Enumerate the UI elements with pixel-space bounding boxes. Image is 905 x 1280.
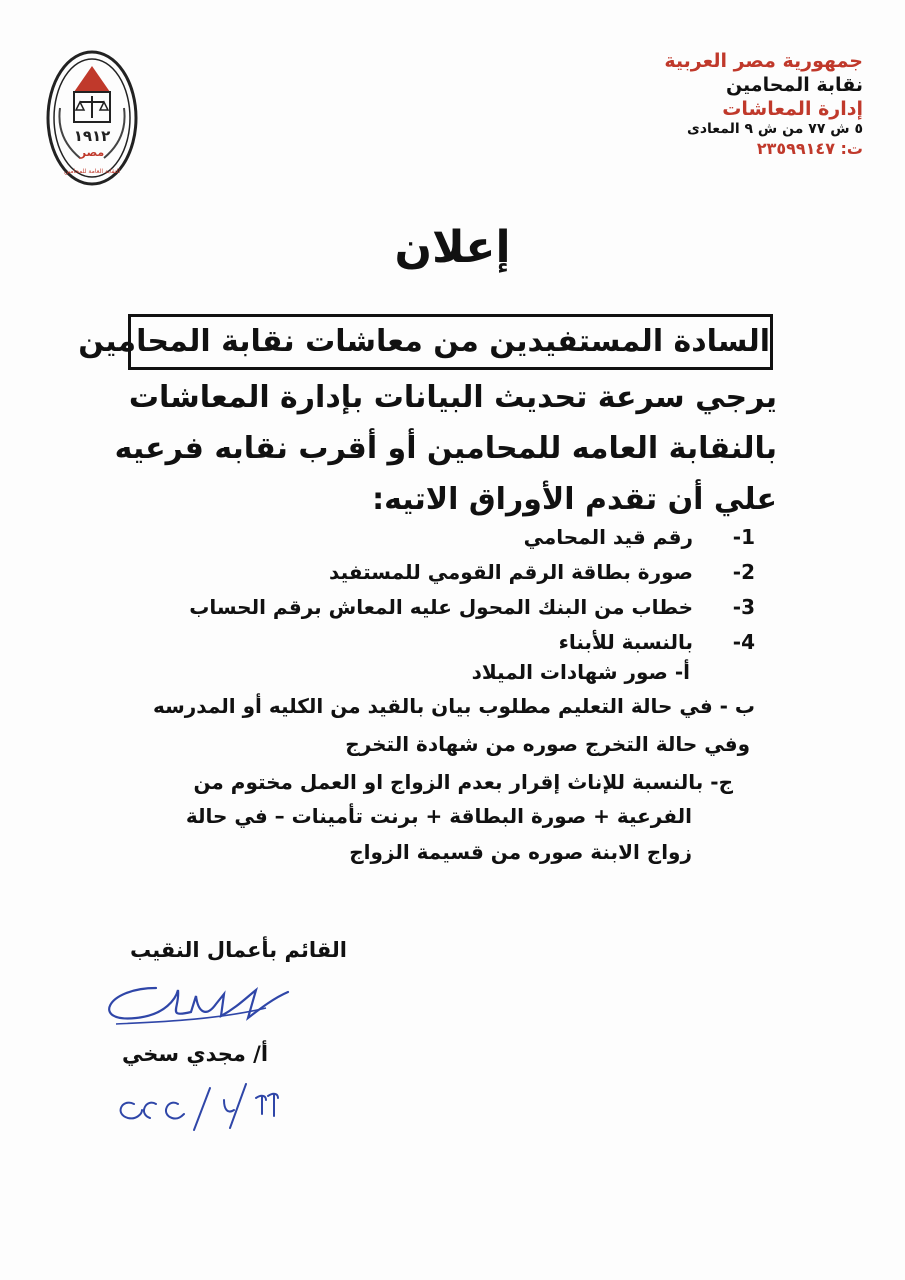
- list-item: [135, 590, 755, 625]
- letterhead: [563, 50, 863, 159]
- addressee-heading: السادة المستفيدين من معاشات نقابة المحامين: [128, 314, 773, 370]
- signatory-name: أ/ مجدي سخي: [122, 1042, 269, 1066]
- syndicate-logo-icon: [44, 48, 140, 188]
- list-item: [135, 520, 755, 555]
- handwritten-date-icon: [112, 1078, 292, 1140]
- logo-year: ١٩١٢: [73, 127, 111, 145]
- announcement-title: إعلان: [394, 222, 511, 273]
- letterhead-address: ٥ ش ٧٧ من ش ٩ المعادى: [687, 121, 863, 138]
- item-text: بالنسبة للأبناء: [558, 630, 693, 654]
- letterhead-country: جمهورية مصر العربية: [664, 50, 863, 72]
- item-text: خطاب من البنك المحول عليه المعاش برقم الحساب: [189, 595, 693, 619]
- letterhead-phone: ت: ٢٣٥٩٩١٤٧: [756, 138, 863, 158]
- logo-ring-text: النقابة العامة للمحامين: [63, 168, 121, 175]
- request-paragraph: [114, 372, 777, 525]
- paragraph-line: يرجي سرعة تحديث البيانات بإدارة المعاشات: [128, 380, 777, 415]
- sub-item-c-line2: الفرعية + صورة البطاقة + برنت تأمينات – في حالة: [185, 804, 692, 828]
- paragraph-line: بالنقابة العامه للمحامين أو أقرب نقابه فرعيه: [114, 431, 777, 466]
- list-item: [135, 625, 755, 660]
- sub-item-b-line2: وفي حالة التخرج صوره من شهادة التخرج: [345, 732, 750, 756]
- item-text: رقم قيد المحامي: [523, 525, 693, 549]
- sub-item-c-line3: زواج الابنة صوره من قسيمة الزواج: [349, 840, 692, 864]
- signatory-title: القائم بأعمال النقيب: [130, 938, 347, 962]
- list-item: [135, 555, 755, 590]
- letterhead-syndicate: نقابة المحامين: [725, 73, 863, 96]
- logo-country: مصر: [79, 146, 105, 159]
- item-number: 2-: [732, 560, 755, 584]
- required-documents-list: [135, 520, 755, 660]
- sub-item-a: أ- صور شهادات الميلاد: [471, 660, 690, 684]
- sub-item-c-line1: ج- بالنسبة للإناث إقرار بعدم الزواج او العمل مختوم من: [193, 770, 733, 794]
- item-number: 1-: [732, 525, 755, 549]
- letterhead-department: إدارة المعاشات: [722, 97, 863, 120]
- item-number: 4-: [732, 630, 755, 654]
- item-number: 3-: [732, 595, 755, 619]
- paragraph-line: علي أن تقدم الأوراق الاتيه:: [372, 482, 777, 517]
- sub-item-b-line1: ب - في حالة التعليم مطلوب بيان بالقيد من الكليه أو المدرسه: [152, 694, 755, 718]
- handwritten-signature-icon: [96, 968, 296, 1038]
- item-text: صورة بطاقة الرقم القومي للمستفيد: [329, 560, 693, 584]
